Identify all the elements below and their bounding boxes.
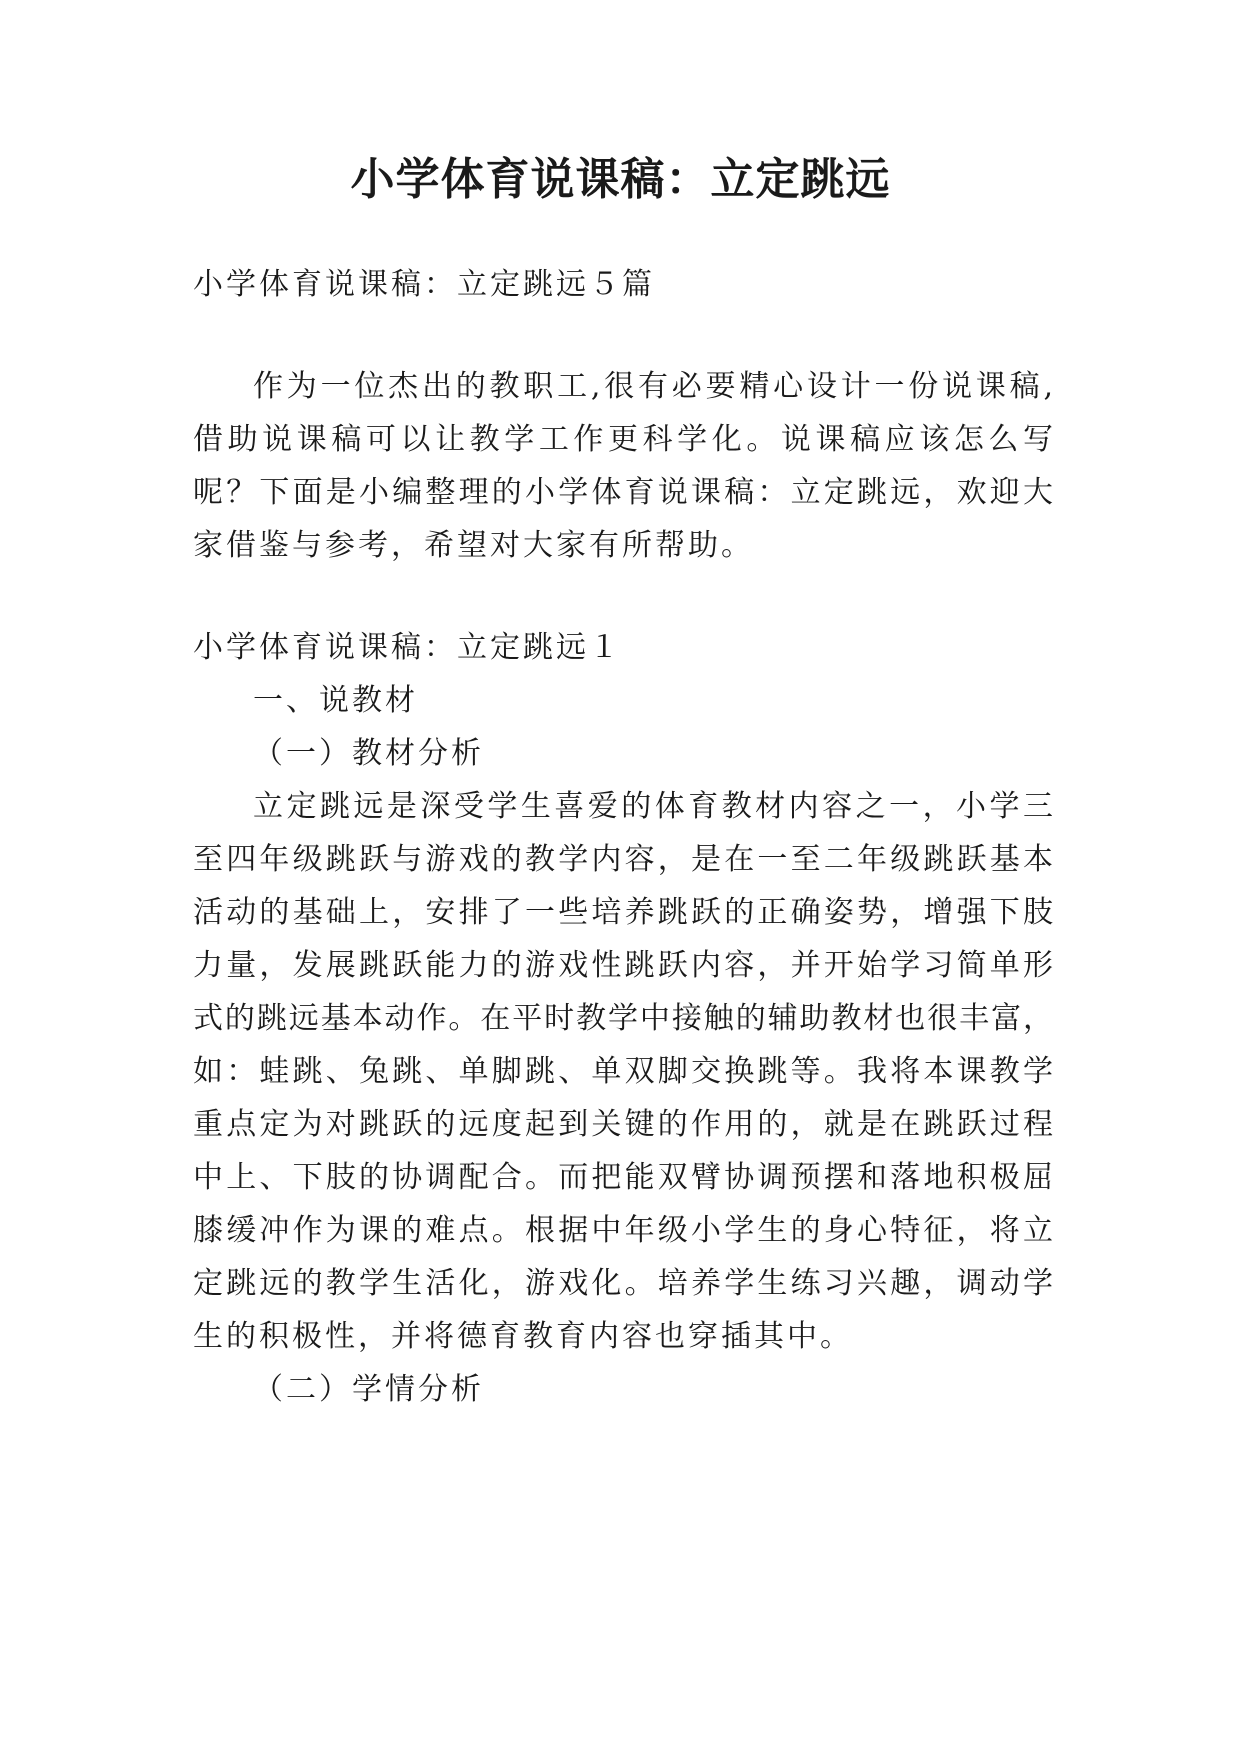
body-line: 式的跳远基本动作。在平时教学中接触的辅助教材也很丰富， xyxy=(193,1001,1053,1036)
body-line: 立定跳远是深受学生喜爱的体育教材内容之一，小学三 xyxy=(253,789,1053,824)
body-line: 如：蛙跳、兔跳、单脚跳、单双脚交换跳等。我将本课教学 xyxy=(193,1054,1053,1089)
heading-material-analysis: （一）教材分析 xyxy=(253,736,484,771)
intro-line: 呢？下面是小编整理的小学体育说课稿：立定跳远，欢迎大 xyxy=(193,475,1053,510)
body-line: 力量，发展跳跃能力的游戏性跳跃内容，并开始学习简单形 xyxy=(193,948,1053,983)
heading-learner-analysis: （二）学情分析 xyxy=(253,1372,484,1407)
intro-line: 借助说课稿可以让教学工作更科学化。说课稿应该怎么写 xyxy=(193,422,1053,457)
intro-line: 作为一位杰出的教职工,很有必要精心设计一份说课稿, xyxy=(253,369,1053,404)
document-title: 小学体育说课稿：立定跳远 xyxy=(350,154,891,205)
body-line: 重点定为对跳跃的远度起到关键的作用的，就是在跳跃过程 xyxy=(193,1107,1053,1142)
heading-teaching-material: 一、说教材 xyxy=(253,683,418,718)
body-line: 膝缓冲作为课的难点。根据中年级小学生的身心特征，将立 xyxy=(193,1213,1053,1248)
body-line: 中上、下肢的协调配合。而把能双臂协调预摆和落地积极屈 xyxy=(193,1160,1053,1195)
body-line: 定跳远的教学生活化，游戏化。培养学生练习兴趣，调动学 xyxy=(193,1266,1053,1301)
body-line: 活动的基础上，安排了一些培养跳跃的正确姿势，增强下肢 xyxy=(193,895,1053,930)
body-line: 生的积极性，并将德育教育内容也穿插其中。 xyxy=(193,1319,853,1354)
body-line: 至四年级跳跃与游戏的教学内容，是在一至二年级跳跃基本 xyxy=(193,842,1053,877)
document-subtitle: 小学体育说课稿：立定跳远５篇 xyxy=(193,267,655,302)
intro-line: 家借鉴与参考，希望对大家有所帮助。 xyxy=(193,528,754,563)
section-title: 小学体育说课稿：立定跳远１ xyxy=(193,630,622,665)
